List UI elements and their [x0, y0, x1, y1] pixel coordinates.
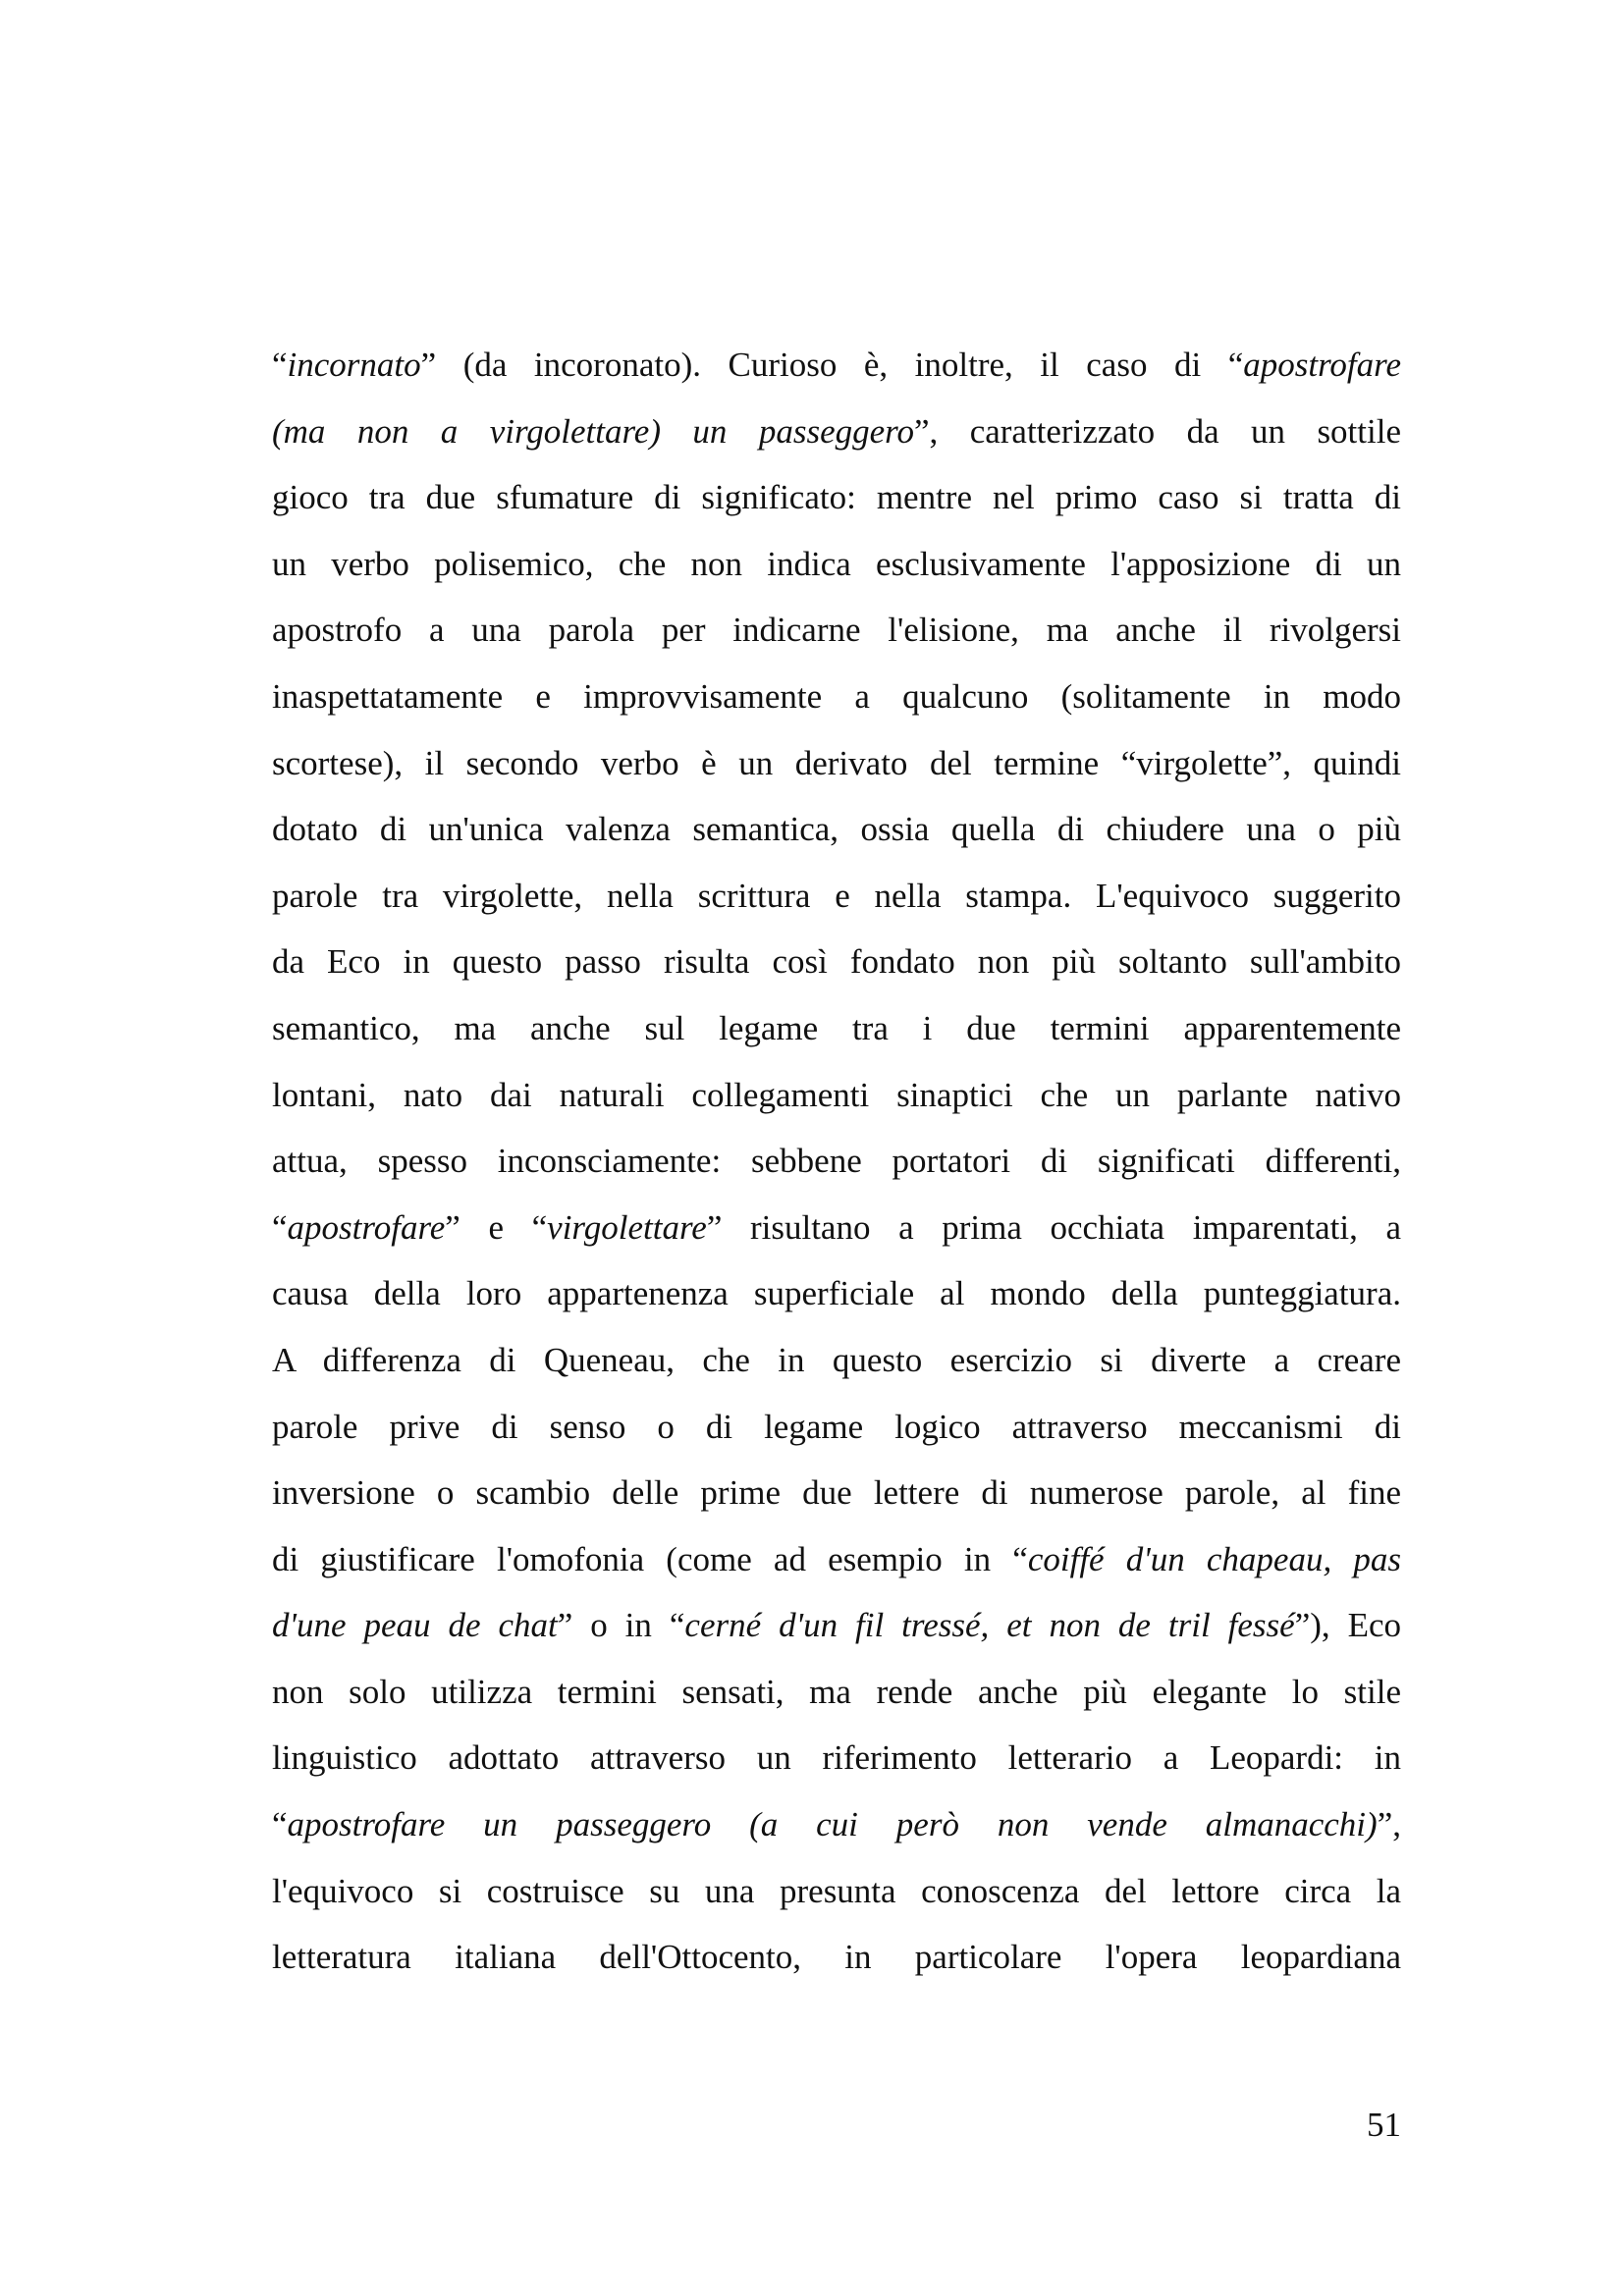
text-line [272, 1592, 1401, 1659]
text-line [272, 1062, 1401, 1129]
text-segment: ”), Eco [1294, 1606, 1401, 1645]
text-segment: A differenza di Queneau, che in questo esercizio si diverte a creare [272, 1340, 1401, 1379]
text-line [272, 1791, 1401, 1858]
text-segment: ” o in “ [557, 1606, 685, 1645]
text-line [272, 1394, 1401, 1461]
text-line [272, 664, 1401, 730]
text-segment: gioco tra due sfumature di significato: mentre nel primo caso si tratta di [272, 478, 1401, 517]
text-segment: inversione o scambio delle prime due lettere di numerose parole, al fine [272, 1473, 1401, 1513]
text-line [272, 929, 1401, 995]
text-segment: non solo utilizza termini sensati, ma rende anche più elegante lo stile [272, 1672, 1401, 1711]
text-segment: semantico, ma anche sul legame tra i due termini apparentemente [272, 1008, 1401, 1047]
text-segment: linguistico adottato attraverso un riferimento letterario a Leopardi: in [272, 1738, 1401, 1778]
italic-phrase: apostrofare [287, 1207, 446, 1247]
text-segment: lontani, nato dai naturali collegamenti sinaptici che un parlante nativo [272, 1075, 1401, 1114]
text-segment: “ [272, 1805, 288, 1844]
text-line [272, 332, 1401, 399]
text-segment: parole tra virgolette, nella scrittura e nella stampa. L'equivoco suggerito [272, 876, 1401, 915]
text-line [272, 1858, 1401, 1925]
text-segment: ” risultano a prima occhiata imparentati, a [706, 1207, 1401, 1247]
italic-phrase: coiffé d'un chapeau, pas [1027, 1539, 1401, 1578]
text-line [272, 464, 1401, 531]
italic-phrase: virgolettare [547, 1207, 707, 1247]
text-segment: l'equivoco si costruisce su una presunta conoscenza del lettore circa la [272, 1871, 1401, 1910]
text-line [272, 796, 1401, 863]
italic-phrase: incornato [287, 346, 421, 384]
text-line [272, 1460, 1401, 1526]
text-line [272, 1659, 1401, 1726]
text-line [272, 1725, 1401, 1791]
text-line [272, 597, 1401, 664]
body-text [272, 332, 1401, 1991]
text-line [272, 399, 1401, 465]
text-segment: da Eco in questo passo risulta così fondato non più soltanto sull'ambito [272, 942, 1401, 982]
text-segment: di giustificare l'omofonia (come ad esempio in “ [272, 1539, 1028, 1578]
text-line [272, 730, 1401, 797]
italic-phrase: apostrofare un passeggero (a cui però non vende almanacchi) [287, 1805, 1378, 1844]
text-line [272, 531, 1401, 598]
text-segment: ” (da incoronato). Curioso è, inoltre, il caso di “ [420, 346, 1244, 384]
italic-phrase: cerné d'un fil tressé, et non de tril fessé [684, 1606, 1295, 1645]
page-number: 51 [1367, 2106, 1401, 2144]
text-segment: causa della loro appartenenza superficiale al mondo della punteggiatura. [272, 1274, 1401, 1313]
italic-phrase: d'une peau de chat [272, 1606, 558, 1645]
text-segment: parole prive di senso o di legame logico attraverso meccanismi di [272, 1407, 1401, 1446]
text-segment: ”, caratterizzato da un sottile [913, 411, 1401, 451]
text-line [272, 1128, 1401, 1195]
italic-phrase: (ma non a virgolettare) un passeggero [272, 411, 914, 451]
text-segment: attua, spesso inconsciamente: sebbene portatori di significati differenti, [272, 1142, 1401, 1181]
text-line [272, 1260, 1401, 1327]
text-segment: “ [272, 1207, 288, 1247]
text-line [272, 863, 1401, 930]
text-line [272, 1195, 1401, 1261]
text-segment: letteratura italiana dell'Ottocento, in particolare l'opera leopardiana [272, 1938, 1401, 1977]
text-segment: un verbo polisemico, che non indica esclusivamente l'apposizione di un [272, 544, 1401, 583]
text-line [272, 1327, 1401, 1394]
text-segment: ” e “ [445, 1207, 548, 1247]
text-line [272, 1526, 1401, 1593]
text-segment: “ [272, 346, 288, 384]
text-segment: dotato di un'unica valenza semantica, ossia quella di chiudere una o più [272, 810, 1401, 849]
text-line [272, 995, 1401, 1062]
italic-phrase: apostrofare [1243, 346, 1401, 384]
text-segment: apostrofo a una parola per indicarne l'elisione, ma anche il rivolgersi [272, 611, 1401, 650]
text-segment: scortese), il secondo verbo è un derivato del termine “virgolette”, quindi [272, 743, 1401, 782]
text-line [272, 1924, 1401, 1991]
text-segment: inaspettatamente e improvvisamente a qualcuno (solitamente in modo [272, 676, 1401, 716]
text-segment: ”, [1377, 1805, 1401, 1844]
